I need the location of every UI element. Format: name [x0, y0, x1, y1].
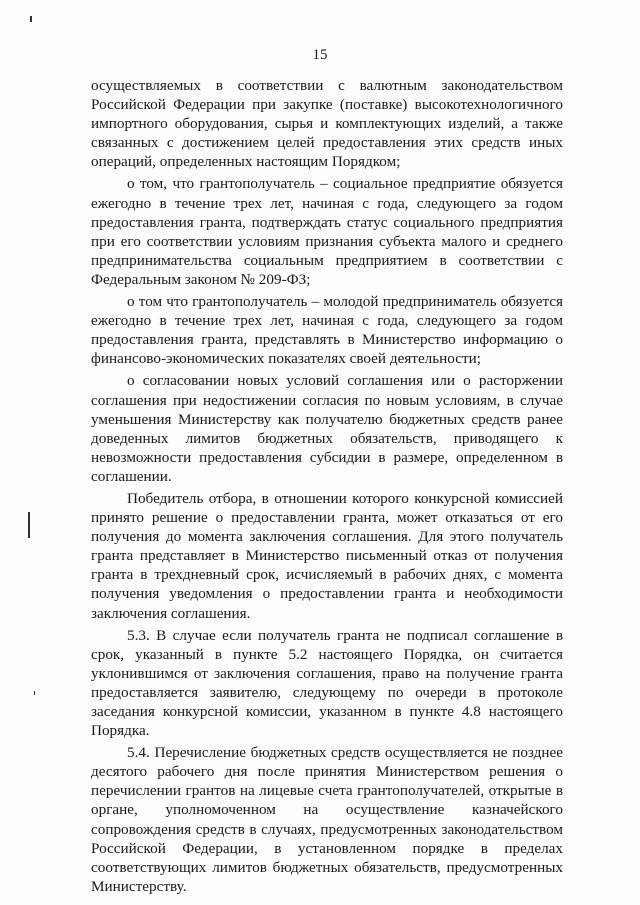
paragraph-social-enterprise: о том, что грантополучатель – социальное предприятие обязуется ежегодно в течение трех лет, начиная с года, следующего за годом предоставления гранта, подтверждать статус социального предприятия при его соответствии условиям признания субъекта малого и среднего предпринимательства социальным предприятием в соответствии с Федеральным законом № 209-ФЗ; — [91, 175, 563, 288]
page-number: 15 — [312, 47, 328, 63]
paragraph-section-5-4: 5.4. Перечисление бюджетных средств осуществляется не позднее десятого рабочего дня после принятия Министерством решения о перечислении грантов на лицевые счета грантополучателей, открытые в органе, уполномоченном на осуществление казначейского сопровождения средств в случаях, предусмотренных законодательством Российской Федерации, в установленном порядке в пределах соответствующих лимитов бюджетных обязательств, предусмотренных Министерству. — [91, 744, 563, 895]
scan-mark — [28, 512, 30, 538]
scan-mark — [34, 691, 35, 695]
scan-mark — [30, 16, 32, 22]
paragraph-winner-refusal: Победитель отбора, в отношении которого конкурсной комиссией принято решение о предоставлении гранта, может отказаться от его получения до момента заключения соглашения. Для этого получатель гранта представляет в Министерство письменный отказ от получения гранта в трехдневный срок, исчисляемый в рабочих днях, с момента получения уведомления о предоставлении гранта и необходимости заключения соглашения. — [91, 489, 563, 622]
paragraph-currency-operations: осуществляемых в соответствии с валютным законодательством Российской Федерации при закупке (поставке) высокотехнологичного импортного оборудования, сырья и комплектующих изделий, а также связанных с достижением целей предоставления этих средств иных операций, определенных настоящим Порядком; — [91, 77, 563, 171]
paragraph-section-5-3: 5.3. В случае если получатель гранта не подписал соглашение в срок, указанный в пункте 5.2 настоящего Порядка, он считается уклонившимся от заключения соглашения, право на получение гранта предоставляется заявителю, следующему по очереди в протоколе заседания конкурсной комиссии, указанном в пункте 4.8 настоящего Порядка. — [91, 626, 563, 740]
paragraph-agreement-terms: о согласовании новых условий соглашения или о расторжении соглашения при недостижении согласия по новым условиям, в случае уменьшения Министерству как получателю бюджетных средств ранее доведенных лимитов бюджетных обязательств, приводящего к невозможности предоставления субсидии в размере, определенном в соглашении. — [91, 372, 563, 485]
document-body — [91, 76, 563, 899]
paragraph-young-entrepreneur: о том что грантополучатель – молодой предприниматель обязуется ежегодно в течение трех лет, начиная с года, следующего за годом предоставления гранта, представлять в Министерство информацию о финансово-экономических показателях своей деятельности; — [91, 293, 563, 368]
